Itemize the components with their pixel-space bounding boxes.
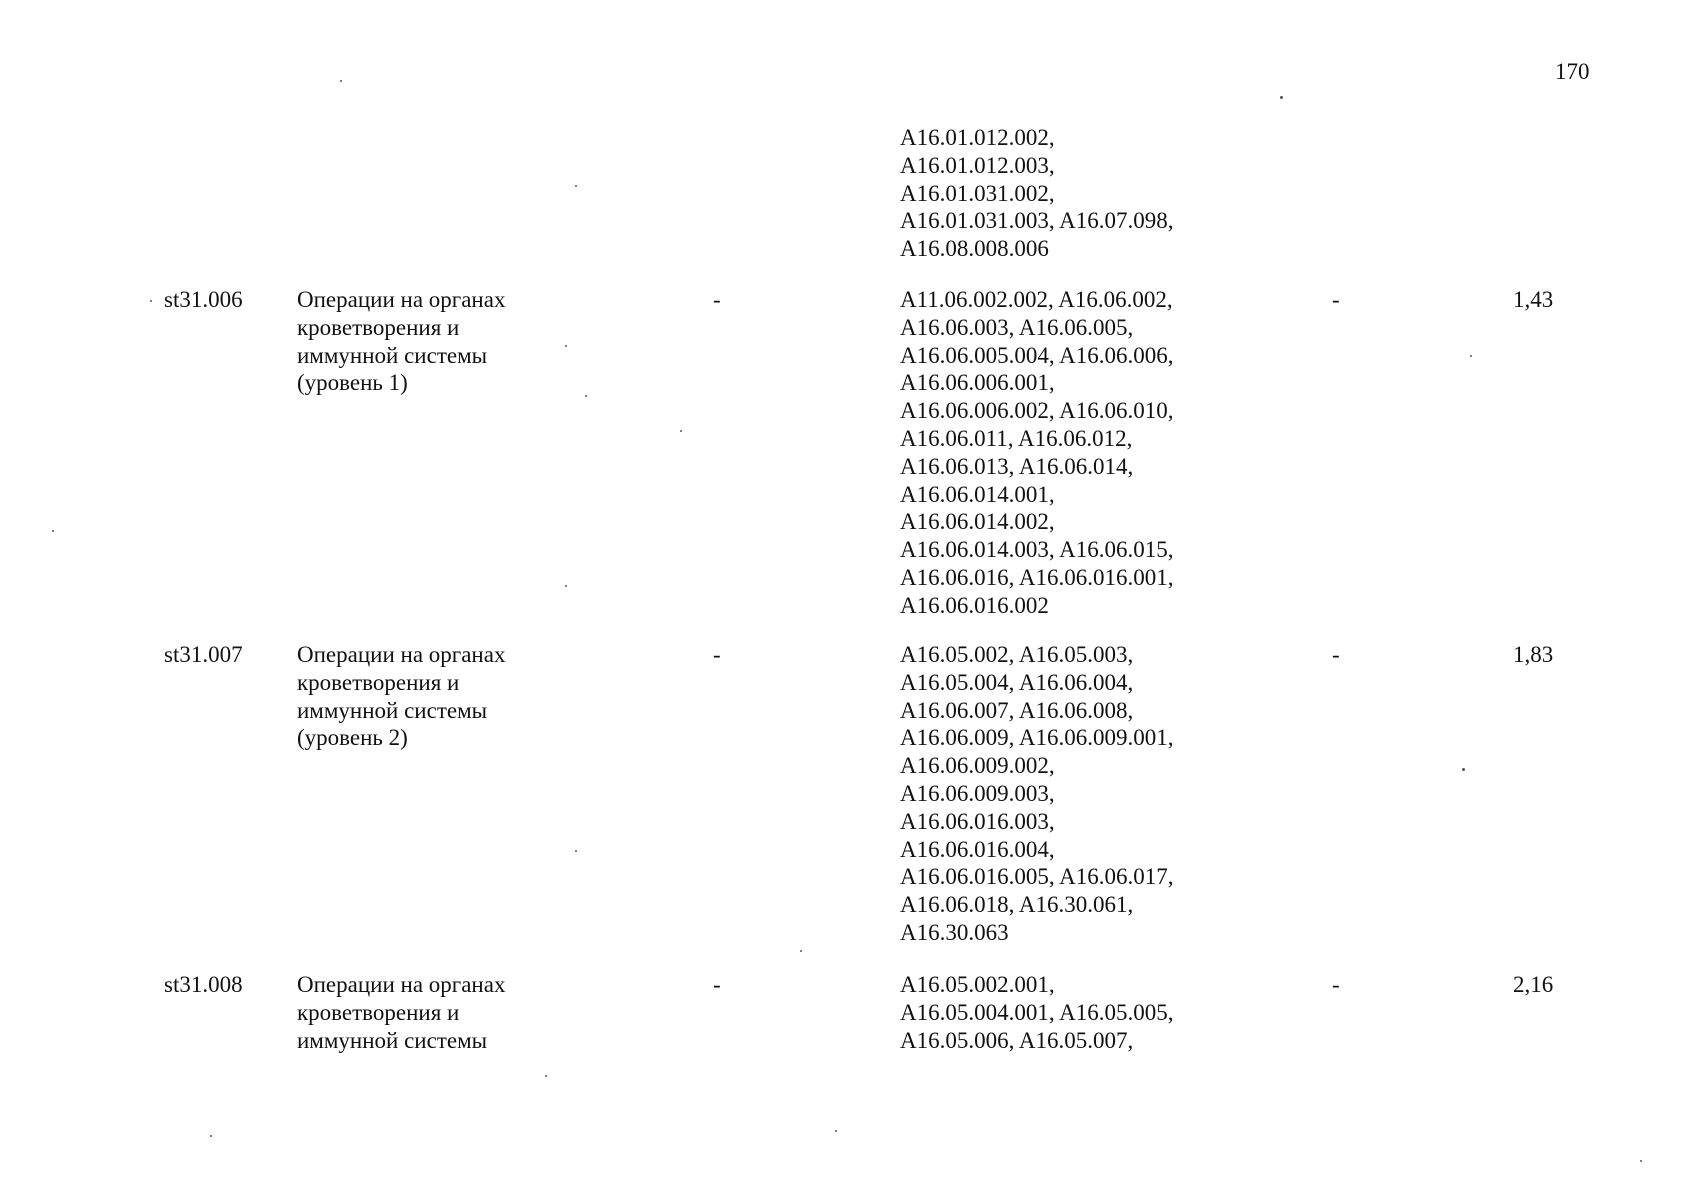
scan-speck bbox=[565, 585, 567, 587]
scan-speck bbox=[150, 300, 152, 302]
scan-speck bbox=[1640, 1160, 1642, 1162]
row-name: Операции на органах кроветворения и иммунной системы bbox=[297, 972, 506, 1053]
row-coefficient: 1,43 bbox=[1513, 287, 1554, 312]
row-coefficient: 1,83 bbox=[1513, 642, 1554, 667]
scan-speck bbox=[52, 530, 54, 532]
row-dash-2: - bbox=[1332, 642, 1340, 667]
scan-speck bbox=[565, 345, 567, 347]
row-service-codes: A16.05.002.001, A16.05.004.001, A16.05.005, A16.05.006, A16.05.007, bbox=[900, 972, 1174, 1053]
scan-speck bbox=[1462, 768, 1465, 771]
row-dash-1: - bbox=[713, 972, 721, 997]
row-code: st31.006 bbox=[164, 287, 243, 312]
row-code: st31.007 bbox=[164, 642, 243, 667]
row-code: st31.008 bbox=[164, 972, 243, 997]
scan-speck bbox=[575, 850, 577, 852]
scan-speck bbox=[575, 185, 577, 187]
scan-speck bbox=[1470, 355, 1472, 357]
scan-speck bbox=[585, 395, 587, 397]
row-dash-2: - bbox=[1332, 287, 1340, 312]
row-dash-2: - bbox=[1332, 972, 1340, 997]
scan-speck bbox=[800, 950, 802, 952]
row-name: Операции на органах кроветворения и иммунной системы (уровень 2) bbox=[297, 642, 506, 751]
table-continuation-codes: A16.01.012.002, A16.01.012.003, A16.01.031.002, A16.01.031.003, A16.07.098, A16.08.008.006 bbox=[900, 125, 1174, 262]
row-dash-1: - bbox=[713, 642, 721, 667]
row-service-codes: A16.05.002, A16.05.003, A16.05.004, A16.06.004, A16.06.007, A16.06.008, A16.06.009, A16.06.009.001, A16.06.009.002, A16.06.009.003, A16.06.016.003, A16.06.016.004, A16.06.016.005, A16.06.017, A16.06.018, A16.30.061, A16.30.063 bbox=[900, 642, 1174, 945]
scan-speck bbox=[835, 1130, 837, 1132]
row-name: Операции на органах кроветворения и иммунной системы (уровень 1) bbox=[297, 287, 506, 396]
row-dash-1: - bbox=[713, 287, 721, 312]
row-coefficient: 2,16 bbox=[1513, 972, 1554, 997]
scan-speck bbox=[1280, 96, 1283, 99]
page-number: 170 bbox=[1555, 59, 1590, 84]
scan-speck bbox=[210, 1135, 212, 1137]
scan-speck bbox=[545, 1075, 547, 1077]
scan-speck bbox=[340, 80, 342, 82]
scan-speck bbox=[680, 430, 682, 432]
row-service-codes: A11.06.002.002, A16.06.002, A16.06.003, A16.06.005, A16.06.005.004, A16.06.006, A16.06.006.001, A16.06.006.002, A16.06.010, A16.06.011, A16.06.012, A16.06.013, A16.06.014, A16.06.014.001, A16.06.014.002, A16.06.014.003, A16.06.015, A16.06.016, A16.06.016.001, A16.06.016.002 bbox=[900, 287, 1174, 618]
